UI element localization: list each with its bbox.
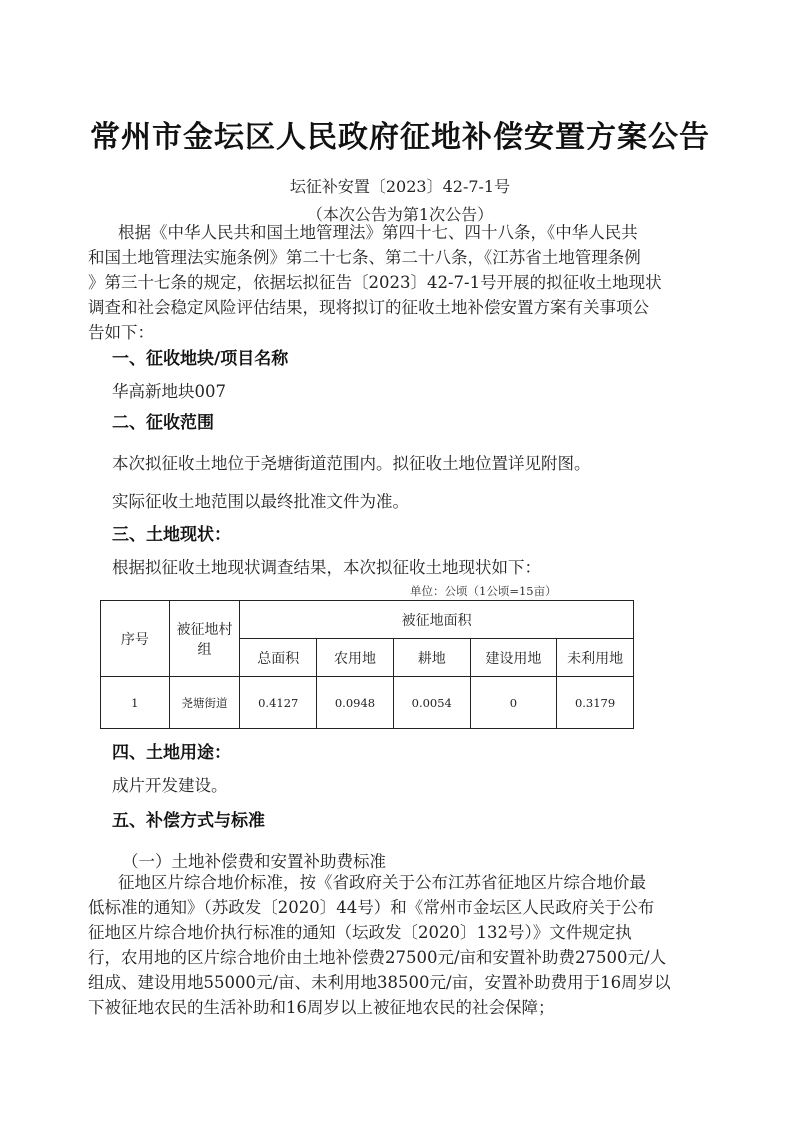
row-seq: 1	[101, 677, 170, 729]
row-cultivated: 0.0054	[393, 677, 470, 729]
intro-line: 调查和社会稳定风险评估结果，现将拟订的征收土地补偿安置方案有关事项公	[88, 298, 649, 317]
announcement-note: （本次公告为第1次公告）	[306, 205, 494, 224]
header-area-group: 被征地面积	[240, 601, 634, 639]
intro-line: 告如下：	[88, 323, 154, 342]
compensation-line: 行，农用地的区片综合地价由土地补偿费27500元/亩和安置补助费27500元/人	[88, 948, 667, 967]
intro-line: 和国土地管理法实施条例》第二十七条、第二十八条，《江苏省土地管理条例	[88, 248, 641, 267]
compensation-line: 低标准的通知》（苏政发〔2020〕44号）和《常州市金坛区人民政府关于公布	[88, 898, 655, 917]
intro-line: 》第三十七条的规定，依据坛拟征告〔2023〕42-7-1号开展的拟征收土地现状	[88, 273, 662, 292]
compensation-line: 组成、建设用地55000元/亩、未利用地38500元/亩，安置补助费用于16周岁以	[88, 973, 671, 992]
section-5-subheading: （一）土地补偿费和安置补助费标准	[122, 852, 386, 871]
scope-line: 本次拟征收土地位于尧塘街道范围内。拟征收土地位置详见附图。	[112, 454, 591, 473]
compensation-line: 征地区片综合地价标准，按《省政府关于公布江苏省征地区片综合地价最	[118, 873, 646, 892]
intro-paragraph	[88, 220, 718, 345]
land-status-table	[100, 600, 634, 729]
document-number: 坛征补安置〔2023〕42-7-1号	[289, 177, 511, 196]
header-cultivated: 耕地	[393, 639, 470, 677]
row-total-area: 0.4127	[240, 677, 317, 729]
row-village: 尧塘街道	[169, 677, 240, 729]
row-construction: 0	[470, 677, 557, 729]
land-use: 成片开发建设。	[112, 776, 228, 795]
section-1-heading: 一、征收地块/项目名称	[112, 349, 289, 369]
table-row	[101, 677, 634, 729]
row-unused: 0.3179	[557, 677, 634, 729]
header-agricultural: 农用地	[317, 639, 394, 677]
section-2-heading: 二、征收范围	[112, 413, 214, 433]
header-total-area: 总面积	[240, 639, 317, 677]
compensation-line: 下被征地农民的生活补助和16周岁以上被征地农民的社会保障；	[88, 998, 555, 1017]
section-3-heading: 三、土地现状：	[112, 525, 231, 545]
intro-line: 根据《中华人民共和国土地管理法》第四十七、四十八条，《中华人民共	[118, 223, 638, 242]
header-village: 被征地村组	[169, 601, 240, 677]
table-header-row	[101, 601, 634, 639]
header-seq: 序号	[101, 601, 170, 677]
scope-line: 实际征收土地范围以最终批准文件为准。	[112, 492, 409, 511]
unit-note: 单位：公顷（1公顷=15亩）	[410, 584, 557, 598]
project-name: 华高新地块007	[112, 382, 226, 401]
row-agricultural: 0.0948	[317, 677, 394, 729]
compensation-line: 征地区片综合地价执行标准的通知（坛政发〔2020〕132号）》文件规定执	[88, 923, 632, 942]
land-status-intro: 根据拟征收土地现状调查结果，本次拟征收土地现状如下：	[112, 558, 541, 577]
section-4-heading: 四、土地用途：	[112, 743, 231, 763]
compensation-paragraph	[88, 870, 718, 1020]
header-construction: 建设用地	[470, 639, 557, 677]
header-unused: 未利用地	[557, 639, 634, 677]
document-title: 常州市金坛区人民政府征地补偿安置方案公告	[90, 120, 710, 155]
section-5-heading: 五、补偿方式与标准	[112, 811, 265, 831]
